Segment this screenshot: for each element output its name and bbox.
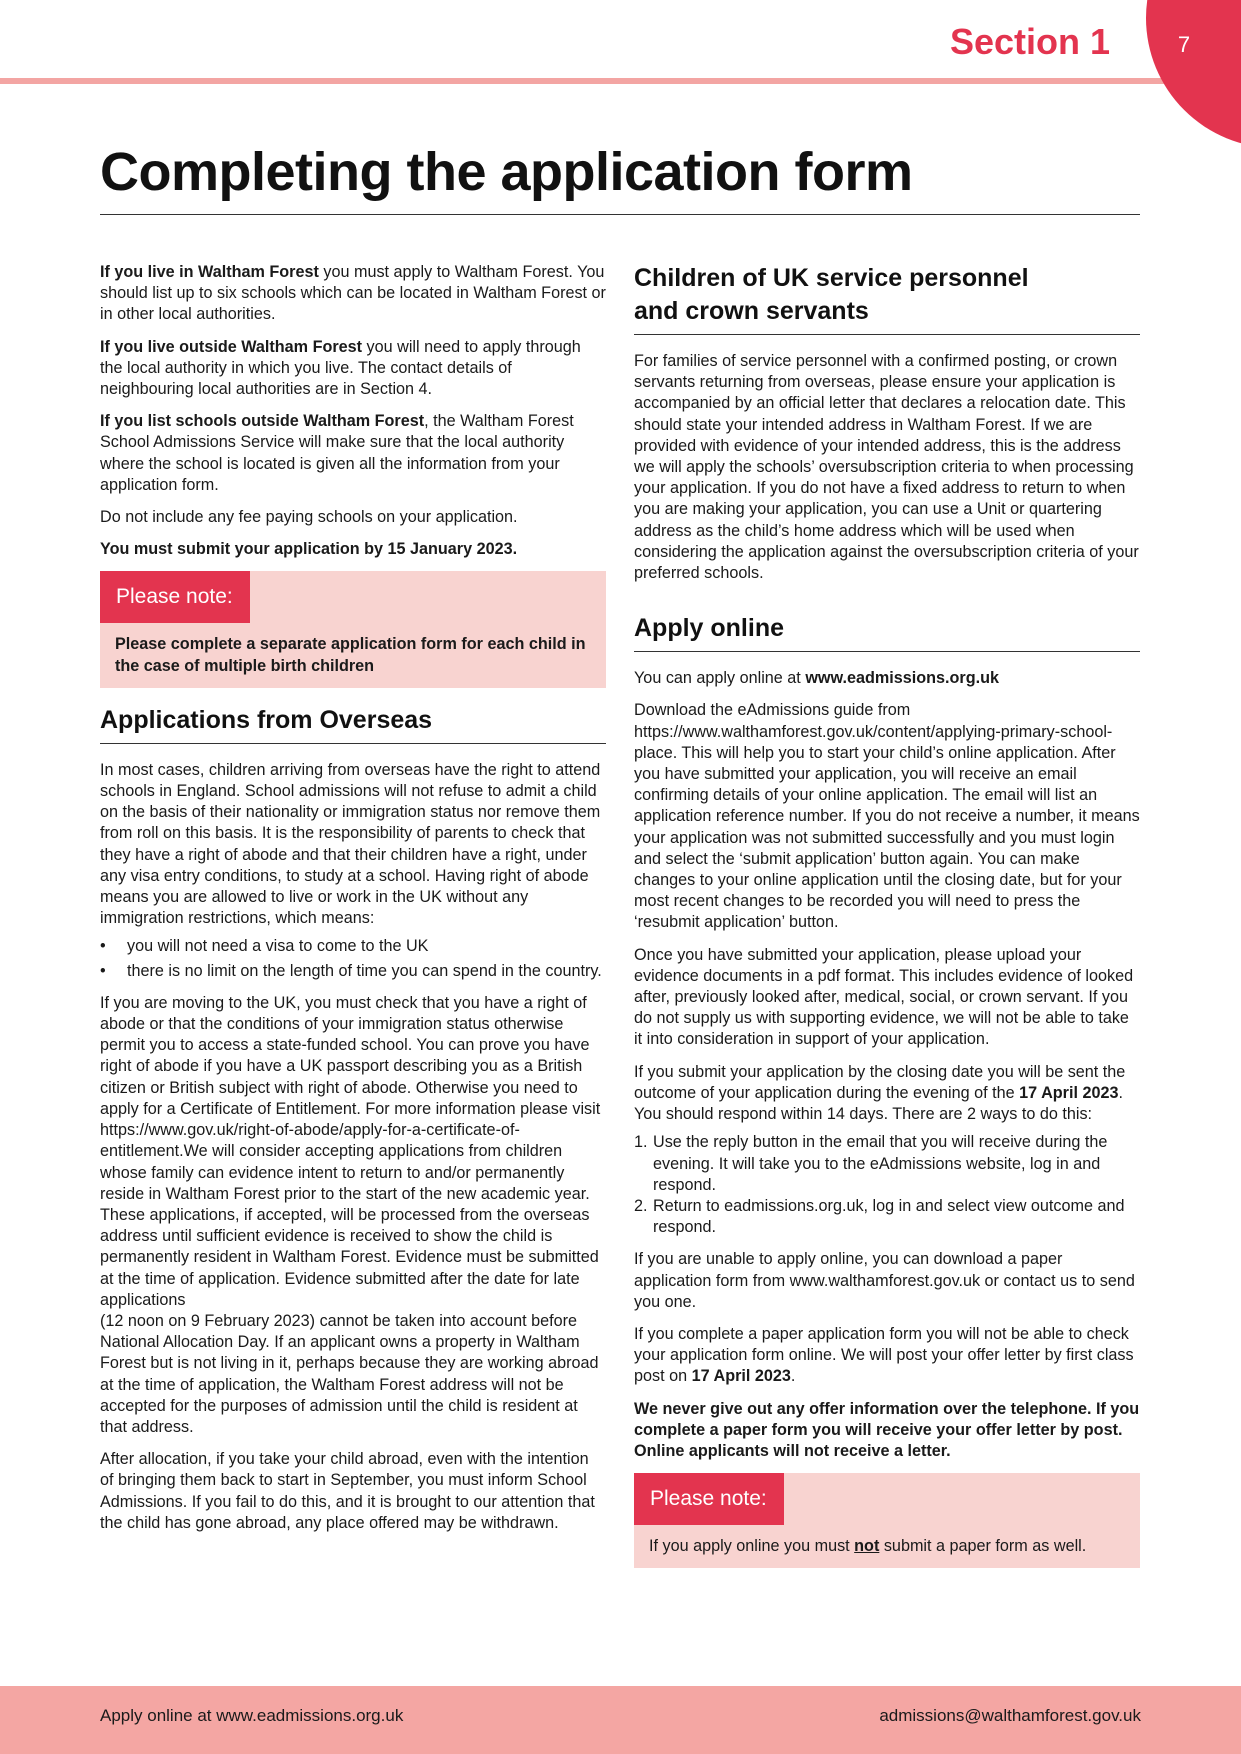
step-number: 2. <box>634 1196 648 1215</box>
intro-2-text: you will need to apply through the local authority in which you live. The contact details of neighbouring local authorities are in Section 4. <box>100 337 581 399</box>
section-label: Section 1 <box>949 21 1110 62</box>
intro-1-lead: If you live in Waltham Forest <box>100 263 319 281</box>
apply-online-prefix: You can apply online at <box>634 669 806 688</box>
note-text: Please complete a separate application form for each child in the case of multiple birth children <box>115 635 586 675</box>
telephone-warning-text: We never give out any offer information over the telephone. If you complete a paper form you will receive your offer letter by post. Online applicants will not receive a letter. <box>634 1399 1140 1460</box>
intro-1-text: you must apply to Waltham Forest. You should list up to six schools which can be located in Waltham Forest or in other local authorities. <box>100 263 606 324</box>
apply-online-paragraph-5: If you are unable to apply online, you can download a paper application form from www.walthamforest.gov.uk or contact us to send you one. <box>634 1250 1135 1311</box>
intro-paragraph-2 <box>100 337 606 401</box>
abode-bullet-list <box>100 936 606 981</box>
note-text <box>634 1525 1140 1568</box>
apply-online-paragraph-6 <box>634 1324 1140 1388</box>
outcome-text-a: If you submit your application by the closing date you will be sent the outcome of your application during the evening of the <box>634 1062 1126 1102</box>
overseas-paragraph-1: In most cases, children arriving from overseas have the right to attend schools in England. School admissions will not refuse to admit a child on the basis of their nationality or immigration status nor remove them from roll on this basis. It is the responsibility of parents to check that they have a right of abode and that their children have a right, under any visa entry conditions, to study at a school. Having right of abode means you are allowed to live or work in the UK without any immigration restrictions, which means: <box>100 760 601 928</box>
intro-3-lead: If you list schools outside Waltham Forest <box>100 412 425 431</box>
deadline-statement <box>100 539 606 560</box>
note-text-b: submit a paper form as well. <box>879 1537 1087 1556</box>
page-corner-tab <box>1146 0 1241 148</box>
telephone-warning <box>634 1399 1140 1463</box>
apply-online-paragraph-3: Once you have submitted your application, please upload your evidence documents in a pdf format. This includes evidence of looked after, previously looked after, medical, social, or crown servant. If you do not supply us with supporting evidence, we will not be able to take it into consideration in support of your application. <box>634 945 1134 1049</box>
offer-letter-text-b: . <box>790 1367 796 1386</box>
footer-email[interactable]: admissions@walthamforest.gov.uk <box>879 1706 1141 1725</box>
bullet-icon: • <box>100 961 106 980</box>
apply-online-paragraph-1 <box>634 668 1140 689</box>
bullet-text: there is no limit on the length of time you can spend in the country. <box>127 961 602 980</box>
apply-online-paragraph-4 <box>634 1062 1140 1126</box>
page-number: 7 <box>1177 32 1191 57</box>
note-title: Please note: <box>634 1473 784 1525</box>
overseas-paragraph-2-continued: (12 noon on 9 February 2023) cannot be taken into account before National Allocation Day. If an applicant owns a property in Waltham Forest but is not living in it, perhaps because they are working abroad at the time of application, the Waltham Forest address will not be accepted for the purposes of admission until the child is resident at that address. <box>100 1311 599 1436</box>
page-footer <box>0 1686 1241 1754</box>
intro-paragraph-1 <box>100 262 606 326</box>
intro-2-lead: If you live outside Waltham Forest <box>100 337 363 356</box>
service-heading-line-2: and crown servants <box>634 297 869 325</box>
service-heading-line-1: Children of UK service personnel <box>634 264 1029 292</box>
overseas-heading: Applications from Overseas <box>100 704 606 744</box>
multiple-birth-note-box <box>100 571 606 687</box>
right-column <box>634 262 1140 1584</box>
list-item <box>634 1196 1140 1238</box>
overseas-paragraph-2 <box>100 993 606 1438</box>
outcome-text-b: . You should respond within 14 days. There are 2 ways to do this: <box>634 1083 1123 1124</box>
intro-paragraph-3 <box>100 411 606 496</box>
respond-steps-list <box>634 1132 1140 1238</box>
step-text: Use the reply button in the email that you will receive during the evening. It will take you to the eAdmissions website, log in and respond. <box>653 1133 1108 1194</box>
note-emphasis: not <box>854 1537 880 1556</box>
list-item <box>100 936 606 957</box>
paper-form-note-box <box>634 1473 1140 1568</box>
outcome-date: 17 April 2023 <box>1019 1083 1119 1102</box>
apply-online-heading: Apply online <box>634 612 1140 652</box>
service-personnel-paragraph: For families of service personnel with a confirmed posting, or crown servants returning from overseas, please ensure your application is accompanied by an official letter that declares a relocation date. This should state your intended address in Waltham Forest. If we are provided with evidence of your intended address, this is the address we will apply the schools’ oversubscription criteria to when processing your application. If you do not have a fixed address to return to when you are making your application, you can use a Unit or quartering address as the child’s home address which will be used when considering the application against the oversubscription criteria of your preferred schools. <box>634 352 1139 583</box>
apply-online-paragraph-2: Download the eAdmissions guide from https://www.walthamforest.gov.uk/content/applying-primary-school-place. This will help you to start your child’s online application. After you have submitted your application, you will receive an email confirming details of your online application. The email will list an application reference number. If you do not receive a number, it means your application was not submitted successfully and you must login and select the ‘submit application’ button again. You can make changes to your online application until the closing date, but for your most recent changes to be recorded you will need to press the ‘resubmit application’ button. <box>634 701 1140 932</box>
deadline-text: You must submit your application by 15 January 2023. <box>100 540 518 559</box>
list-item <box>100 961 606 982</box>
eadmissions-link[interactable]: www.eadmissions.org.uk <box>805 669 1000 688</box>
bullet-text: you will not need a visa to come to the UK <box>127 937 429 956</box>
left-column <box>100 262 606 1545</box>
service-personnel-heading <box>634 262 1140 335</box>
note-title: Please note: <box>100 571 250 623</box>
step-text: Return to eadmissions.org.uk, log in and select view outcome and respond. <box>653 1196 1125 1237</box>
note-text-a: If you apply online you must <box>649 1537 855 1556</box>
intro-3-text: , the Waltham Forest School Admissions Service will make sure that the local authority where the school is located is given all the information from your application form. <box>100 412 574 494</box>
offer-letter-date: 17 April 2023 <box>691 1367 791 1386</box>
header-rule <box>0 78 1241 84</box>
bullet-icon: • <box>100 937 106 956</box>
offer-letter-text-a: If you complete a paper application form you will not be able to check your application form online. We will post your offer letter by first class post on <box>634 1324 1134 1386</box>
step-number: 1. <box>634 1133 648 1152</box>
title-divider <box>100 214 1140 215</box>
list-item <box>634 1132 1140 1196</box>
page-title: Completing the application form <box>100 142 913 202</box>
overseas-paragraph-2-text: If you are moving to the UK, you must check that you have a right of abode or that the conditions of your immigration status otherwise permit you to access a state-funded school. You can prove you have right of abode if you have a UK passport describing you as a British citizen or British subject with right of abode. Otherwise you need to apply for a Certificate of Entitlement. For more information please visit https://www.gov.uk/right-of-abode/apply-for-a-certificate-of-entitlement.We will consider accepting applications from children whose family can evidence intent to return to and/or permanently reside in Waltham Forest prior to the start of the new academic year. These applications, if accepted, will be processed from the overseas address until sufficient evidence is received to show the child is permanently resident in Waltham Forest. Evidence must be submitted at the time of application. Evidence submitted after the date for late applications <box>100 993 601 1309</box>
overseas-paragraph-3: After allocation, if you take your child abroad, even with the intention of bringing them back to start in September, you must inform School Admissions. If you fail to do this, and it is brought to our attention that the child has gone abroad, any place offered may be withdrawn. <box>100 1450 595 1532</box>
no-fee-paying-note: Do not include any fee paying schools on your application. <box>100 508 518 527</box>
footer-apply-online[interactable]: Apply online at www.eadmissions.org.uk <box>100 1706 404 1725</box>
